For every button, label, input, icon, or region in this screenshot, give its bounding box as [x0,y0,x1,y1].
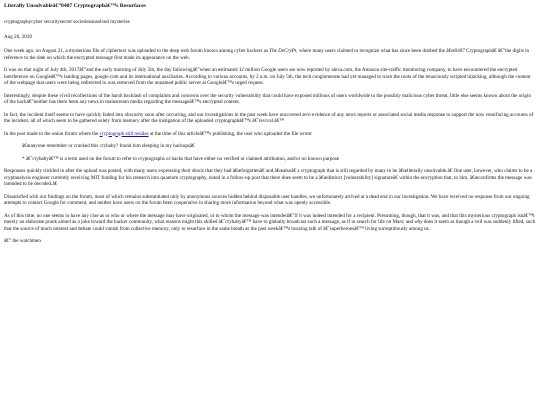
p8-text-b: does it seem as though a veil was suddenly lifted, such that the source of much interest and debate could vanish from collective memory, only to resurface in the same breath as the past weekâ€™s buzzing talk of â€˜superheroesâ€™ living surreptitiously among us. [4,219,536,232]
quote-footnote: * â€˜crybabyâ€™ is a term used on the forum to refer to cryptographs or hacks that have either no verified or claimed attribution, and/or no known purpose [22,155,340,162]
p1-text-a: One week ago, on August 21, a mysterious file of ciphertext was uploaded to the deep web forum known among cyber hackers as [4,48,270,54]
forum-name: The DeCryPt [269,48,297,54]
article-tags: cryptographycyber securitysecret societiesunsolved mysteries [4,19,130,25]
p4-emphasis: zero [302,111,311,118]
paragraph-7: Dissatisfied with our findings on the forum, most of which remains substantiated only by anonymous sources hidden behind disposable user handles, we unfortunately arrived at a dead end in our investigation. We have received no response from our ongoing attempts to contact Google for comment, and neither have users on the forum been cooperative in sharing more information beyond what was openly accessible. [4,193,530,206]
p4-text-a: In fact, the incident itself seems to have quickly faded into obscurity soon after occurring, and our investigations in the past week have uncovered [4,111,303,118]
article-date: Aug 28, 2018 [4,33,32,40]
paragraph-1 [4,48,536,61]
p8-text-a: As of this time, no one seems to have any clue as to who or where the message may have originated, or to whom the message was intendedâ€”if it was indeed intended for a recipient. Presuming, though, that it was, and that this mysterious cryptograph isnâ€™t merely an elaborate prank aimed as a joke toward the hacker community, what reasons might this skilled â€˜crybabyâ€™ have to globally broadcast such a message, as if in search for life on Mars; and [4,212,535,225]
p4-text-b: evidence of any news reports or associated social media response to support the now resurfacing accounts of the incident, all of which seem to be gathered solely from memory after the instigation of the uploaded cryptographâ€™s â€˜revival.â€™ [4,111,534,124]
paragraph-5 [4,131,536,138]
paragraph-3: Interestingly, despite these vivid recollections of the harsh backlash of complaints and concerns over the security vulnerability that could have exposed millions of users worldwide to the possibly malicious cyber threat, little else seems known about the origin of the hackâ€”neither has there been any news in mainstream media regarding the messageâ€™s encrypted content. [4,92,531,105]
paragraph-6: Responses quickly trickled in after the upload was posted, with many users expressing their shock that they had â€œforgottenâ€ and â€œalsoâ€ a cryptograph that is still regarded by many to be â€œliterally unsolvable.â€ One user, however, who claims to be a cryptanalysis engineer currently receiving MIT funding for his research into quantum cryptography, noted in a follow-up post that there does seem to be a â€œdistinct [vulnerability] signatureâ€ within the encryption that, to him, â€œconfirms the message was intended to be decoded.â€ [4,168,533,187]
cryptograph-link[interactable]: cryptograph still resides [99,130,149,137]
p8-emphasis: why [414,219,423,225]
quote-upload: â€œanyone remember or cracked this crybaby? found him sleeping in my backupsâ€ [22,143,195,149]
p1-text-b: , where many users claimed to recognize what has since been dubbed the â€œ0407 Cryptographâ€ â€”the digits in reference to the date on which the encrypted message first made its appearance on the web. [4,48,530,61]
paragraph-4 [4,112,536,125]
signoff: â€” the watchmen [4,238,41,244]
p5-text-b: at the time of this articleâ€™s publishing, the user who uploaded the file wrote: [148,130,313,137]
p5-text-a: In the post made to the onion forum where the [4,130,100,137]
article-title: Literally Unsolvableâ€”0407 Cryptographâ€™s Resurfaces [4,3,146,9]
paragraph-8 [4,213,536,233]
paragraph-2: It was on that night of July 4th, 2017â€”and the early morning of July 5th, the day followingâ€”when an estimated 12 million Google users are now reported by alexa.com, the Amazon site-traffic monitoring company, to have encountered the encrypted interference on Googleâ€™s landing pages, google.com and its international auxiliaries. According to various accounts, by 2 a.m. on July 5th, the tech conglomerate had yet managed to trace the roots of the tenaciously scripted hijacking, although the content of the webpage that users were being redirected to was removed from the unnamed public server at Googleâ€™s urged request. [4,67,531,86]
